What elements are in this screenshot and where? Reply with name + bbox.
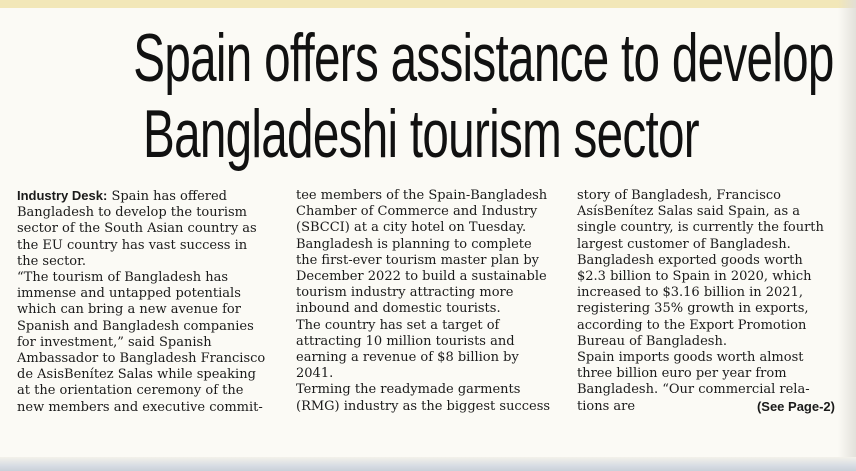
column-line: The country has set a target of [296, 317, 500, 333]
column-line: (SBCCI) at a city hotel on Tuesday. [296, 220, 527, 236]
article-column-3 [577, 188, 835, 415]
see-page-link[interactable]: (See Page-2) [756, 398, 835, 414]
column-line [577, 399, 835, 415]
column-line: attracting 10 million tourists and [296, 333, 515, 349]
article-column-1 [17, 188, 279, 416]
headline-line-2: Bangladeshi tourism sector [143, 96, 699, 172]
page-bottom-strip [0, 457, 856, 471]
article-column-2 [296, 188, 562, 415]
column-line: de AsisBenítez Salas while speaking [17, 367, 256, 383]
column-line: increased to $3.16 billion in 2021, [577, 285, 803, 301]
column-line: new members and executive commit- [17, 399, 263, 415]
column-text: tions are [577, 398, 636, 414]
column-line: which can bring a new avenue for [17, 302, 241, 318]
column-line: 2041. [296, 366, 334, 382]
column-line: December 2022 to build a sustainable [296, 269, 547, 285]
column-line: immense and untapped potentials [17, 286, 241, 302]
headline-line-1: Spain offers assistance to develop [133, 20, 834, 96]
byline-kicker: Industry Desk: [17, 188, 108, 203]
column-line: for investment,” said Spanish [17, 334, 212, 350]
column-line: Bangladesh. “Our commercial rela- [577, 382, 810, 398]
column-line: the first-ever tourism master plan by [296, 252, 540, 268]
column-line: AsísBenítez Salas said Spain, as a [577, 204, 801, 220]
headline [133, 20, 834, 172]
column-line [17, 188, 279, 205]
column-line: the sector. [17, 253, 87, 269]
column-line: largest customer of Bangladesh. [577, 236, 791, 252]
column-line: Bureau of Bangladesh. [577, 333, 727, 349]
column-line: three billion euro per year from [577, 366, 787, 382]
column-line: story of Bangladesh, Francisco [577, 188, 781, 203]
column-line: tee members of the Spain-Bangladesh [296, 188, 548, 203]
column-line: $2.3 billion to Spain in 2020, which [577, 269, 812, 285]
column-line: Bangladesh to develop the tourism [17, 205, 247, 221]
column-line: Spain imports goods worth almost [577, 350, 804, 366]
column-line: Ambassador to Bangladesh Francisco [17, 351, 266, 367]
column-line: “The tourism of Bangladesh has [17, 270, 229, 286]
page-edge-shadow [838, 0, 856, 471]
column-line: the EU country has vast success in [17, 237, 248, 253]
column-line: sector of the South Asian country as [17, 221, 257, 237]
column-line: at the orientation ceremony of the [17, 383, 244, 399]
column-line: registering 35% growth in exports, [577, 301, 809, 317]
column-line: inbound and domestic tourists. [296, 301, 501, 317]
column-text: Spain has offered [107, 189, 227, 204]
column-line: (RMG) industry as the biggest success [296, 398, 551, 414]
column-line: Spanish and Bangladesh companies [17, 318, 254, 334]
page-top-strip [0, 0, 856, 8]
column-line: Chamber of Commerce and Industry [296, 204, 538, 220]
column-line: Bangladesh exported goods worth [577, 252, 803, 268]
column-line: according to the Export Promotion [577, 317, 807, 333]
column-line: earning a revenue of $8 billion by [296, 350, 519, 366]
column-line: tourism industry attracting more [296, 285, 514, 301]
column-line: single country, is currently the fourth [577, 220, 824, 236]
column-line: Bangladesh is planning to complete [296, 236, 532, 252]
column-line: Terming the readymade garments [296, 382, 521, 398]
